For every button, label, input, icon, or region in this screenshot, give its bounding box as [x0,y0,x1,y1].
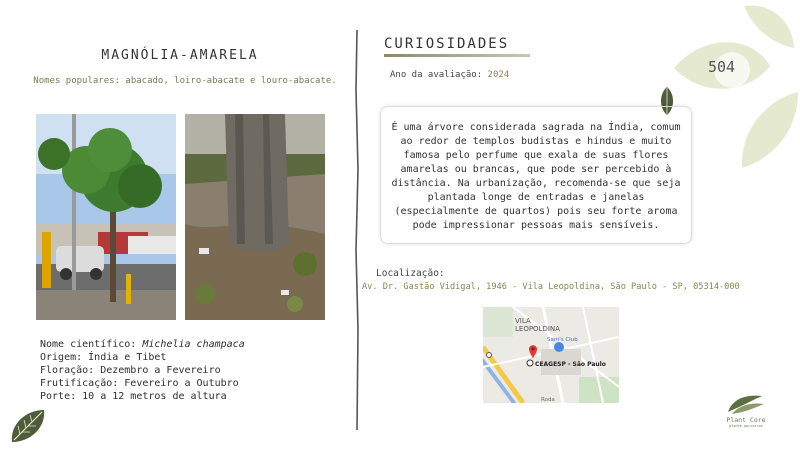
curiosities-heading: CURIOSIDADES [384,36,510,52]
scientific-name-value: Michelia champaca [142,339,245,350]
tree-street-photo [36,114,176,320]
map-road-label: Roda [541,397,555,403]
popular-names: Nomes populares: abacado, loiro-abacate e louro-abacate. [33,76,337,86]
location-map[interactable] [483,307,619,403]
map-district-label-2: LEOPOLDINA [515,325,560,333]
leaf-bottom-shape [742,92,798,168]
map-district-label: VILA [515,317,531,325]
map-place-label: CEAGESP - São Paulo [535,361,606,368]
location-address: Av. Dr. Gastão Vidigal, 1946 - Vila Leopoldina, São Paulo - SP, 05314-000 [362,282,740,292]
curiosities-underline [384,54,530,57]
tree-trunk-photo [185,114,325,320]
leaf-icon [8,406,48,446]
curiosities-text-box: É uma árvore considerada sagrada na Índia, comum ao redor de templos budistas e hindus e muito famosa pelo perfume que exala de suas flores amarelas ou brancas, que pode ser percebido à distância. Na urbanização, recomenda-se que seja plantada longe de entradas e janelas (especialmente de quartos) pois seu forte aroma pode impressionar pessoas mais sensíveis. [380,106,692,244]
size-row: Porte: 10 a 12 metros de altura [40,391,227,402]
leaf-top-shape [744,5,794,48]
species-details [40,338,245,403]
fruiting-row: Frutificação: Fevereiro a Outubro [40,378,239,389]
store-marker [554,342,564,352]
scientific-name-label: Nome científico: [40,339,143,350]
evaluation-year [390,70,509,80]
flowering-row: Floração: Dezembro a Fevereiro [40,365,221,376]
brand-logo-icon [726,392,766,416]
evaluation-year-value: 2024 [487,70,510,80]
divider-line [354,30,360,430]
scientific-name-row [40,338,245,351]
location-label: Localização: [376,268,445,279]
brand-name: Plant Core [726,416,766,424]
evaluation-number: 504 [708,58,736,76]
evaluation-year-label: Ano da avaliação: [390,70,488,80]
map-store-label: Sam's Club [547,337,578,343]
origin-row: Origem: Índia e Tibet [40,352,167,363]
brand-tagline: plante parceiros [729,424,763,428]
page-title: MAGNÓLIA-AMARELA [101,48,259,63]
